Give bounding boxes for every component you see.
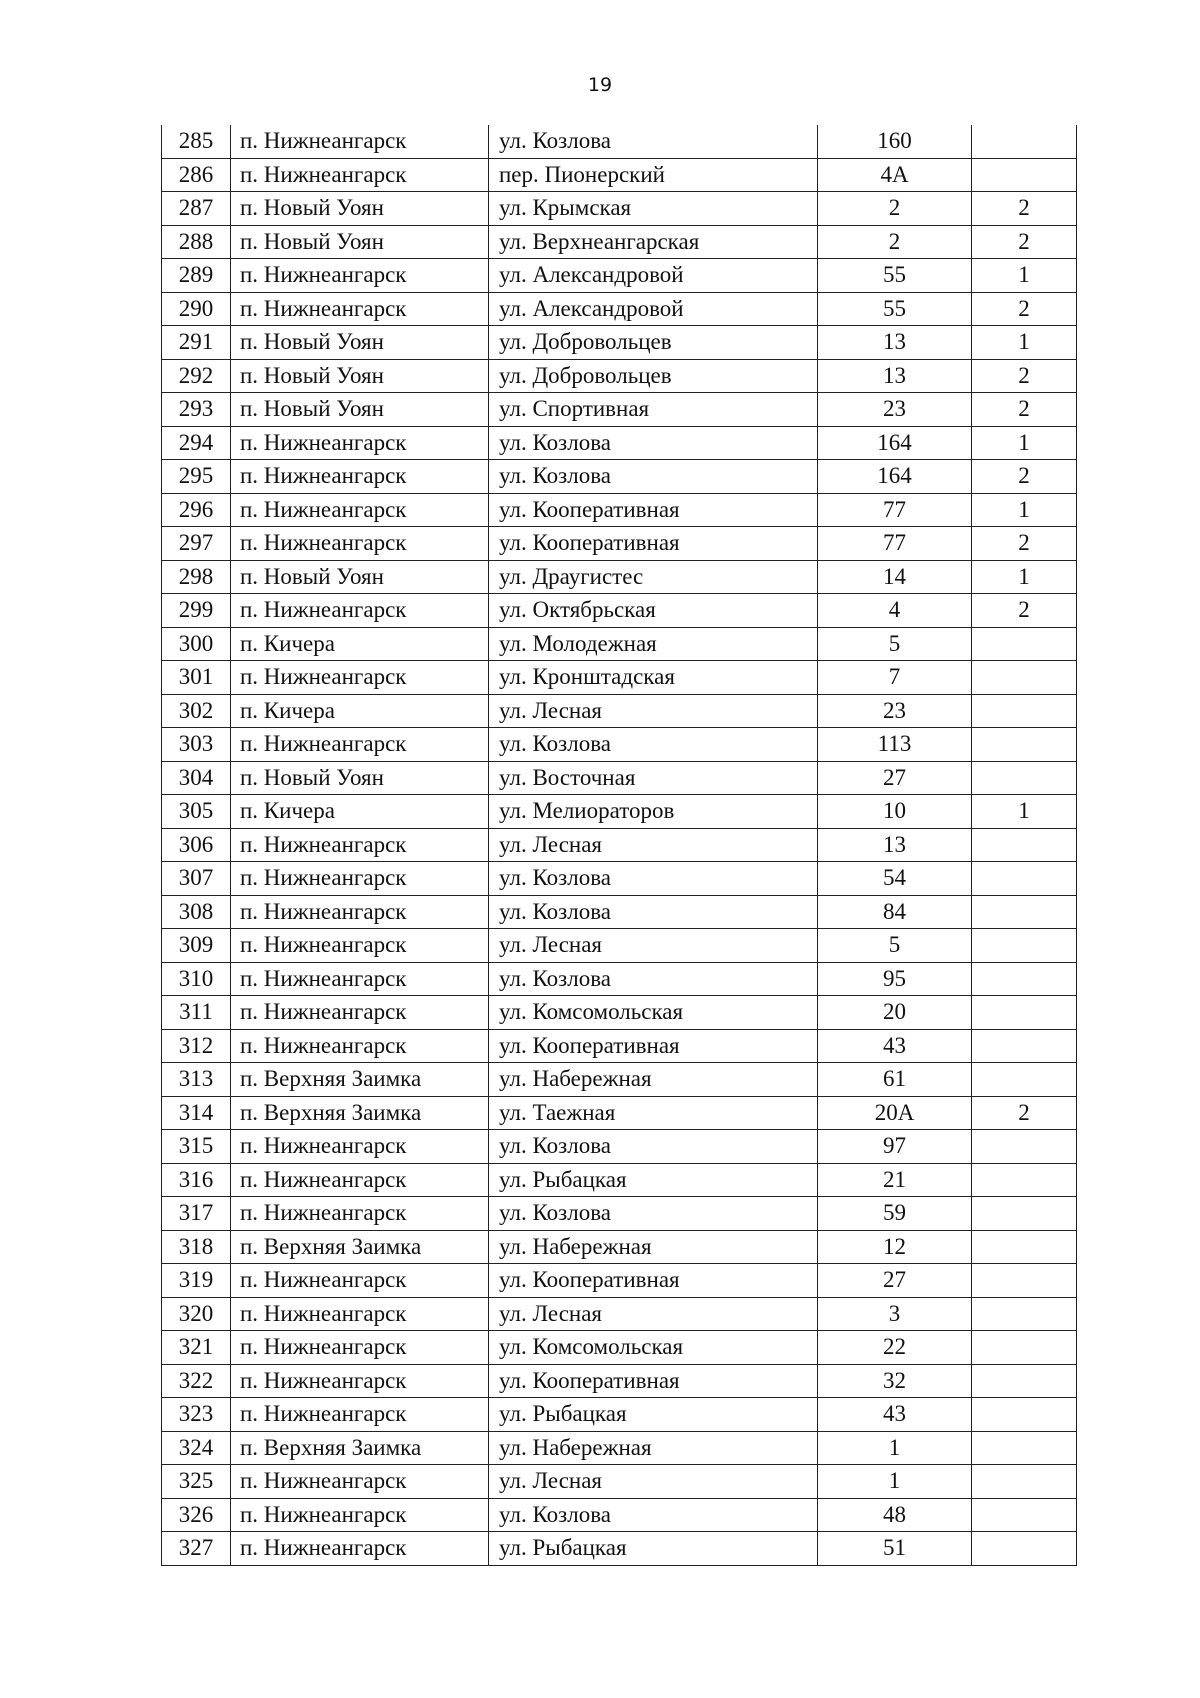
settlement-cell: п. Нижнеангарск	[231, 493, 489, 527]
apartment-number-cell: 1	[972, 259, 1077, 293]
table-row	[162, 627, 1077, 661]
settlement-cell: п. Нижнеангарск	[231, 1398, 489, 1432]
row-number-cell: 311	[162, 996, 231, 1030]
row-number-cell: 322	[162, 1364, 231, 1398]
row-number-cell: 307	[162, 862, 231, 896]
table-row	[162, 493, 1077, 527]
street-cell: ул. Кооперативная	[489, 1364, 818, 1398]
row-number-cell: 323	[162, 1398, 231, 1432]
house-number-cell: 43	[818, 1029, 972, 1063]
settlement-cell: п. Нижнеангарск	[231, 259, 489, 293]
settlement-cell: п. Нижнеангарск	[231, 1297, 489, 1331]
house-number-cell: 20	[818, 996, 972, 1030]
apartment-number-cell	[972, 125, 1077, 158]
table-row	[162, 795, 1077, 829]
street-cell: ул. Набережная	[489, 1431, 818, 1465]
settlement-cell: п. Кичера	[231, 795, 489, 829]
settlement-cell: п. Нижнеангарск	[231, 1498, 489, 1532]
apartment-number-cell	[972, 1297, 1077, 1331]
settlement-cell: п. Верхняя Заимка	[231, 1063, 489, 1097]
settlement-cell: п. Нижнеангарск	[231, 125, 489, 158]
street-cell: ул. Кронштадская	[489, 661, 818, 695]
street-cell: ул. Набережная	[489, 1063, 818, 1097]
apartment-number-cell	[972, 1465, 1077, 1499]
table-row	[162, 1498, 1077, 1532]
settlement-cell: п. Нижнеангарск	[231, 661, 489, 695]
row-number-cell: 296	[162, 493, 231, 527]
street-cell: ул. Александровой	[489, 292, 818, 326]
table-row	[162, 728, 1077, 762]
settlement-cell: п. Нижнеангарск	[231, 996, 489, 1030]
table-row	[162, 225, 1077, 259]
apartment-number-cell	[972, 728, 1077, 762]
apartment-number-cell: 1	[972, 326, 1077, 360]
street-cell: ул. Козлова	[489, 1498, 818, 1532]
street-cell: ул. Рыбацкая	[489, 1398, 818, 1432]
house-number-cell: 13	[818, 359, 972, 393]
apartment-number-cell: 2	[972, 393, 1077, 427]
street-cell: ул. Козлова	[489, 862, 818, 896]
row-number-cell: 300	[162, 627, 231, 661]
street-cell: ул. Набережная	[489, 1230, 818, 1264]
street-cell: ул. Козлова	[489, 1130, 818, 1164]
apartment-number-cell	[972, 1163, 1077, 1197]
house-number-cell: 51	[818, 1532, 972, 1566]
street-cell: ул. Комсомольская	[489, 1331, 818, 1365]
apartment-number-cell	[972, 828, 1077, 862]
row-number-cell: 309	[162, 929, 231, 963]
apartment-number-cell: 2	[972, 460, 1077, 494]
row-number-cell: 287	[162, 192, 231, 226]
street-cell: ул. Лесная	[489, 828, 818, 862]
street-cell: ул. Лесная	[489, 694, 818, 728]
street-cell: ул. Кооперативная	[489, 493, 818, 527]
apartment-number-cell	[972, 661, 1077, 695]
table-row	[162, 1331, 1077, 1365]
apartment-number-cell	[972, 1431, 1077, 1465]
table-row	[162, 929, 1077, 963]
street-cell: пер. Пионерский	[489, 158, 818, 192]
row-number-cell: 293	[162, 393, 231, 427]
house-number-cell: 10	[818, 795, 972, 829]
house-number-cell: 84	[818, 895, 972, 929]
house-number-cell: 5	[818, 627, 972, 661]
apartment-number-cell	[972, 761, 1077, 795]
apartment-number-cell	[972, 627, 1077, 661]
house-number-cell: 54	[818, 862, 972, 896]
street-cell: ул. Козлова	[489, 1197, 818, 1231]
row-number-cell: 289	[162, 259, 231, 293]
apartment-number-cell	[972, 1264, 1077, 1298]
row-number-cell: 306	[162, 828, 231, 862]
apartment-number-cell: 2	[972, 225, 1077, 259]
street-cell: ул. Козлова	[489, 728, 818, 762]
apartment-number-cell: 2	[972, 192, 1077, 226]
house-number-cell: 55	[818, 292, 972, 326]
row-number-cell: 318	[162, 1230, 231, 1264]
settlement-cell: п. Нижнеангарск	[231, 1264, 489, 1298]
street-cell: ул. Молодежная	[489, 627, 818, 661]
apartment-number-cell	[972, 1364, 1077, 1398]
row-number-cell: 305	[162, 795, 231, 829]
row-number-cell: 320	[162, 1297, 231, 1331]
row-number-cell: 304	[162, 761, 231, 795]
apartment-number-cell: 1	[972, 493, 1077, 527]
house-number-cell: 48	[818, 1498, 972, 1532]
row-number-cell: 315	[162, 1130, 231, 1164]
apartment-number-cell: 2	[972, 292, 1077, 326]
house-number-cell: 20А	[818, 1096, 972, 1130]
settlement-cell: п. Нижнеангарск	[231, 828, 489, 862]
settlement-cell: п. Новый Уоян	[231, 359, 489, 393]
street-cell: ул. Восточная	[489, 761, 818, 795]
row-number-cell: 321	[162, 1331, 231, 1365]
house-number-cell: 22	[818, 1331, 972, 1365]
row-number-cell: 326	[162, 1498, 231, 1532]
house-number-cell: 13	[818, 828, 972, 862]
house-number-cell: 59	[818, 1197, 972, 1231]
table-row	[162, 460, 1077, 494]
settlement-cell: п. Кичера	[231, 694, 489, 728]
table-row	[162, 359, 1077, 393]
street-cell: ул. Кооперативная	[489, 1264, 818, 1298]
table-row	[162, 594, 1077, 628]
house-number-cell: 113	[818, 728, 972, 762]
settlement-cell: п. Верхняя Заимка	[231, 1431, 489, 1465]
settlement-cell: п. Новый Уоян	[231, 192, 489, 226]
settlement-cell: п. Кичера	[231, 627, 489, 661]
settlement-cell: п. Верхняя Заимка	[231, 1096, 489, 1130]
apartment-number-cell	[972, 929, 1077, 963]
street-cell: ул. Козлова	[489, 460, 818, 494]
table-row	[162, 661, 1077, 695]
row-number-cell: 314	[162, 1096, 231, 1130]
row-number-cell: 285	[162, 125, 231, 158]
row-number-cell: 324	[162, 1431, 231, 1465]
apartment-number-cell: 2	[972, 1096, 1077, 1130]
house-number-cell: 23	[818, 393, 972, 427]
settlement-cell: п. Нижнеангарск	[231, 962, 489, 996]
table-row	[162, 962, 1077, 996]
apartment-number-cell	[972, 1532, 1077, 1566]
address-table	[161, 125, 1077, 1566]
table-row	[162, 1130, 1077, 1164]
house-number-cell: 1	[818, 1431, 972, 1465]
house-number-cell: 12	[818, 1230, 972, 1264]
row-number-cell: 325	[162, 1465, 231, 1499]
settlement-cell: п. Нижнеангарск	[231, 1163, 489, 1197]
settlement-cell: п. Нижнеангарск	[231, 1331, 489, 1365]
row-number-cell: 299	[162, 594, 231, 628]
street-cell: ул. Александровой	[489, 259, 818, 293]
table-row	[162, 527, 1077, 561]
table-row	[162, 1197, 1077, 1231]
street-cell: ул. Кооперативная	[489, 1029, 818, 1063]
house-number-cell: 61	[818, 1063, 972, 1097]
street-cell: ул. Добровольцев	[489, 359, 818, 393]
street-cell: ул. Лесная	[489, 1297, 818, 1331]
street-cell: ул. Рыбацкая	[489, 1163, 818, 1197]
street-cell: ул. Добровольцев	[489, 326, 818, 360]
row-number-cell: 290	[162, 292, 231, 326]
house-number-cell: 32	[818, 1364, 972, 1398]
row-number-cell: 294	[162, 426, 231, 460]
table-row	[162, 259, 1077, 293]
row-number-cell: 327	[162, 1532, 231, 1566]
apartment-number-cell: 1	[972, 795, 1077, 829]
settlement-cell: п. Нижнеангарск	[231, 728, 489, 762]
house-number-cell: 21	[818, 1163, 972, 1197]
house-number-cell: 164	[818, 460, 972, 494]
apartment-number-cell	[972, 1230, 1077, 1264]
settlement-cell: п. Новый Уоян	[231, 326, 489, 360]
house-number-cell: 2	[818, 225, 972, 259]
table-row	[162, 1364, 1077, 1398]
house-number-cell: 3	[818, 1297, 972, 1331]
street-cell: ул. Спортивная	[489, 393, 818, 427]
settlement-cell: п. Нижнеангарск	[231, 1130, 489, 1164]
house-number-cell: 27	[818, 1264, 972, 1298]
table-row	[162, 694, 1077, 728]
house-number-cell: 14	[818, 560, 972, 594]
house-number-cell: 1	[818, 1465, 972, 1499]
table-row	[162, 1096, 1077, 1130]
apartment-number-cell	[972, 1063, 1077, 1097]
table-row	[162, 292, 1077, 326]
apartment-number-cell	[972, 996, 1077, 1030]
table-row	[162, 560, 1077, 594]
settlement-cell: п. Нижнеангарск	[231, 1364, 489, 1398]
apartment-number-cell	[972, 1498, 1077, 1532]
settlement-cell: п. Нижнеангарск	[231, 1197, 489, 1231]
apartment-number-cell: 1	[972, 560, 1077, 594]
settlement-cell: п. Нижнеангарск	[231, 527, 489, 561]
house-number-cell: 55	[818, 259, 972, 293]
house-number-cell: 23	[818, 694, 972, 728]
house-number-cell: 77	[818, 527, 972, 561]
table-row	[162, 393, 1077, 427]
street-cell: ул. Мелиораторов	[489, 795, 818, 829]
row-number-cell: 310	[162, 962, 231, 996]
house-number-cell: 160	[818, 125, 972, 158]
table-row	[162, 828, 1077, 862]
street-cell: ул. Кооперативная	[489, 527, 818, 561]
row-number-cell: 292	[162, 359, 231, 393]
row-number-cell: 312	[162, 1029, 231, 1063]
apartment-number-cell: 2	[972, 594, 1077, 628]
apartment-number-cell: 2	[972, 359, 1077, 393]
apartment-number-cell	[972, 1197, 1077, 1231]
settlement-cell: п. Нижнеангарск	[231, 426, 489, 460]
apartment-number-cell	[972, 1331, 1077, 1365]
settlement-cell: п. Нижнеангарск	[231, 158, 489, 192]
row-number-cell: 308	[162, 895, 231, 929]
house-number-cell: 164	[818, 426, 972, 460]
street-cell: ул. Козлова	[489, 962, 818, 996]
house-number-cell: 97	[818, 1130, 972, 1164]
table-row	[162, 1230, 1077, 1264]
table-row	[162, 192, 1077, 226]
settlement-cell: п. Нижнеангарск	[231, 895, 489, 929]
row-number-cell: 295	[162, 460, 231, 494]
house-number-cell: 77	[818, 493, 972, 527]
settlement-cell: п. Нижнеангарск	[231, 929, 489, 963]
row-number-cell: 297	[162, 527, 231, 561]
apartment-number-cell	[972, 1029, 1077, 1063]
row-number-cell: 302	[162, 694, 231, 728]
house-number-cell: 5	[818, 929, 972, 963]
table-row	[162, 1297, 1077, 1331]
house-number-cell: 7	[818, 661, 972, 695]
table-row	[162, 862, 1077, 896]
street-cell: ул. Лесная	[489, 1465, 818, 1499]
apartment-number-cell	[972, 694, 1077, 728]
street-cell: ул. Козлова	[489, 125, 818, 158]
apartment-number-cell	[972, 158, 1077, 192]
table-row	[162, 761, 1077, 795]
settlement-cell: п. Нижнеангарск	[231, 594, 489, 628]
house-number-cell: 13	[818, 326, 972, 360]
address-table-body	[162, 125, 1077, 1565]
row-number-cell: 288	[162, 225, 231, 259]
row-number-cell: 319	[162, 1264, 231, 1298]
street-cell: ул. Октябрьская	[489, 594, 818, 628]
row-number-cell: 291	[162, 326, 231, 360]
settlement-cell: п. Нижнеангарск	[231, 1029, 489, 1063]
settlement-cell: п. Новый Уоян	[231, 393, 489, 427]
row-number-cell: 313	[162, 1063, 231, 1097]
settlement-cell: п. Нижнеангарск	[231, 292, 489, 326]
table-row	[162, 1029, 1077, 1063]
apartment-number-cell	[972, 862, 1077, 896]
table-row	[162, 1431, 1077, 1465]
table-row	[162, 996, 1077, 1030]
settlement-cell: п. Новый Уоян	[231, 761, 489, 795]
house-number-cell: 43	[818, 1398, 972, 1432]
table-row	[162, 895, 1077, 929]
row-number-cell: 301	[162, 661, 231, 695]
row-number-cell: 303	[162, 728, 231, 762]
settlement-cell: п. Нижнеангарск	[231, 1532, 489, 1566]
row-number-cell: 316	[162, 1163, 231, 1197]
street-cell: ул. Верхнеангарская	[489, 225, 818, 259]
settlement-cell: п. Нижнеангарск	[231, 460, 489, 494]
settlement-cell: п. Верхняя Заимка	[231, 1230, 489, 1264]
street-cell: ул. Комсомольская	[489, 996, 818, 1030]
settlement-cell: п. Нижнеангарск	[231, 1465, 489, 1499]
apartment-number-cell	[972, 962, 1077, 996]
street-cell: ул. Козлова	[489, 895, 818, 929]
house-number-cell: 4	[818, 594, 972, 628]
table-row	[162, 125, 1077, 158]
table-row	[162, 1398, 1077, 1432]
settlement-cell: п. Новый Уоян	[231, 225, 489, 259]
table-row	[162, 326, 1077, 360]
apartment-number-cell: 1	[972, 426, 1077, 460]
apartment-number-cell: 2	[972, 527, 1077, 561]
table-row	[162, 1063, 1077, 1097]
street-cell: ул. Крымская	[489, 192, 818, 226]
house-number-cell: 4А	[818, 158, 972, 192]
row-number-cell: 286	[162, 158, 231, 192]
apartment-number-cell	[972, 895, 1077, 929]
house-number-cell: 95	[818, 962, 972, 996]
table-row	[162, 1532, 1077, 1566]
table-row	[162, 1264, 1077, 1298]
table-row	[162, 1465, 1077, 1499]
page-number: 19	[587, 74, 613, 96]
row-number-cell: 298	[162, 560, 231, 594]
settlement-cell: п. Нижнеангарск	[231, 862, 489, 896]
street-cell: ул. Драугистес	[489, 560, 818, 594]
apartment-number-cell	[972, 1130, 1077, 1164]
row-number-cell: 317	[162, 1197, 231, 1231]
street-cell: ул. Рыбацкая	[489, 1532, 818, 1566]
table-row	[162, 158, 1077, 192]
table-row	[162, 1163, 1077, 1197]
street-cell: ул. Таежная	[489, 1096, 818, 1130]
apartment-number-cell	[972, 1398, 1077, 1432]
house-number-cell: 27	[818, 761, 972, 795]
table-row	[162, 426, 1077, 460]
street-cell: ул. Лесная	[489, 929, 818, 963]
house-number-cell: 2	[818, 192, 972, 226]
settlement-cell: п. Новый Уоян	[231, 560, 489, 594]
street-cell: ул. Козлова	[489, 426, 818, 460]
